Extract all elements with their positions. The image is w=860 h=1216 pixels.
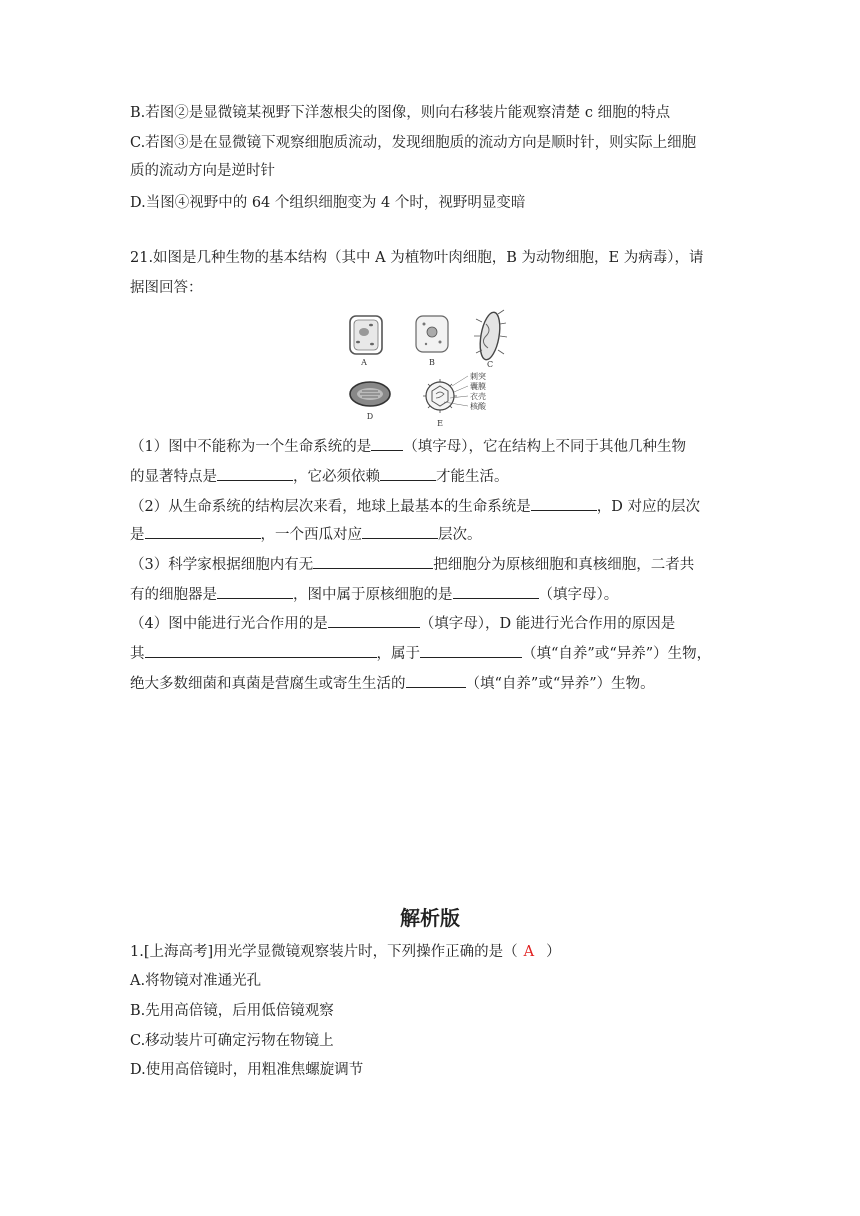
q21-part3-line2: 有的细胞器是 ，图中属于原核细胞的是 （填字母）。 <box>130 584 618 605</box>
blank[interactable] <box>531 496 597 511</box>
q21-part4-line1: （4）图中能进行光合作用的是 （填字母），D 能进行光合作用的原因是 <box>130 613 675 634</box>
q21-stem-line1: 21.如图是几种生物的基本结构（其中 A 为植物叶肉细胞，B 为动物细胞，E 为病毒），请 <box>130 250 704 266</box>
label-nucleic-acid: 核酸 <box>470 402 486 411</box>
label-e: E <box>437 419 443 428</box>
label-c: C <box>486 360 494 369</box>
blank[interactable] <box>217 466 293 481</box>
virus-e <box>423 371 487 428</box>
organisms-figure <box>340 302 520 430</box>
q21-part1-line2: 的显著特点是 ，它必须依赖 才能生活。 <box>130 466 509 487</box>
label-b: B <box>429 358 435 367</box>
q21-part1-line1: （1）图中不能称为一个生命系统的是 （填字母），它在结构上不同于其他几种生物 <box>130 436 686 457</box>
q1-option-d: D.使用高倍镜时，用粗准焦螺旋调节 <box>130 1062 364 1078</box>
label-d: D <box>366 412 374 421</box>
label-envelope: 囊膜 <box>470 382 486 391</box>
blank[interactable] <box>328 613 420 628</box>
cyanobacterium-d <box>350 382 390 421</box>
q21-part3-line1: （3）科学家根据细胞内有无 把细胞分为原核细胞和真核细胞，二者共 <box>130 554 694 575</box>
label-capsid: 衣壳 <box>470 392 486 401</box>
blank[interactable] <box>406 673 466 688</box>
blank[interactable] <box>145 524 261 539</box>
label-spike: 刺突 <box>470 372 486 381</box>
blank[interactable] <box>362 524 438 539</box>
plant-cell-a <box>350 316 382 367</box>
blank[interactable] <box>420 643 522 658</box>
blank[interactable] <box>371 436 403 451</box>
q20-option-b: B.若图②是显微镜某视野下洋葱根尖的图像，则向右移装片能观察清楚 c 细胞的特点 <box>130 105 671 121</box>
q20-option-d: D.当图④视野中的 64 个组织细胞变为 4 个时，视野明显变暗 <box>130 195 526 211</box>
answer-heading: 解析版 <box>400 906 460 930</box>
label-a: A <box>361 358 367 367</box>
q21-part2-line1: （2）从生命系统的结构层次来看，地球上最基本的生命系统是 ，D 对应的层次 <box>130 496 700 517</box>
bacterium-c <box>474 310 507 369</box>
animal-cell-b <box>416 316 448 367</box>
q1-option-a: A.将物镜对准通光孔 <box>130 973 262 989</box>
blank[interactable] <box>453 584 539 599</box>
q1-stem: 1.[上海高考]用光学显微镜观察装片时，下列操作正确的是（ A ） <box>130 944 561 960</box>
q21-part4-line2: 其 ，属于 （填“自养”或“异养”）生物， <box>130 643 711 664</box>
q20-option-c-line2: 质的流动方向是逆时针 <box>130 163 275 179</box>
blank[interactable] <box>217 584 293 599</box>
blank[interactable] <box>145 643 377 658</box>
q1-option-c: C.移动装片可确定污物在物镜上 <box>130 1033 334 1049</box>
blank[interactable] <box>313 554 433 569</box>
q21-stem-line2: 据图回答： <box>130 280 203 296</box>
q20-option-c-line1: C.若图③是在显微镜下观察细胞质流动，发现细胞质的流动方向是顺时针，则实际上细胞 <box>130 135 697 151</box>
q21-part2-line2: 是 ，一个西瓜对应 层次。 <box>130 524 482 545</box>
blank[interactable] <box>380 466 436 481</box>
q21-part4-line3: 绝大多数细菌和真菌是营腐生或寄生生活的 （填“自养”或“异养”）生物。 <box>130 673 655 694</box>
q1-answer: A <box>523 944 535 960</box>
q1-option-b: B.先用高倍镜，后用低倍镜观察 <box>130 1003 334 1019</box>
